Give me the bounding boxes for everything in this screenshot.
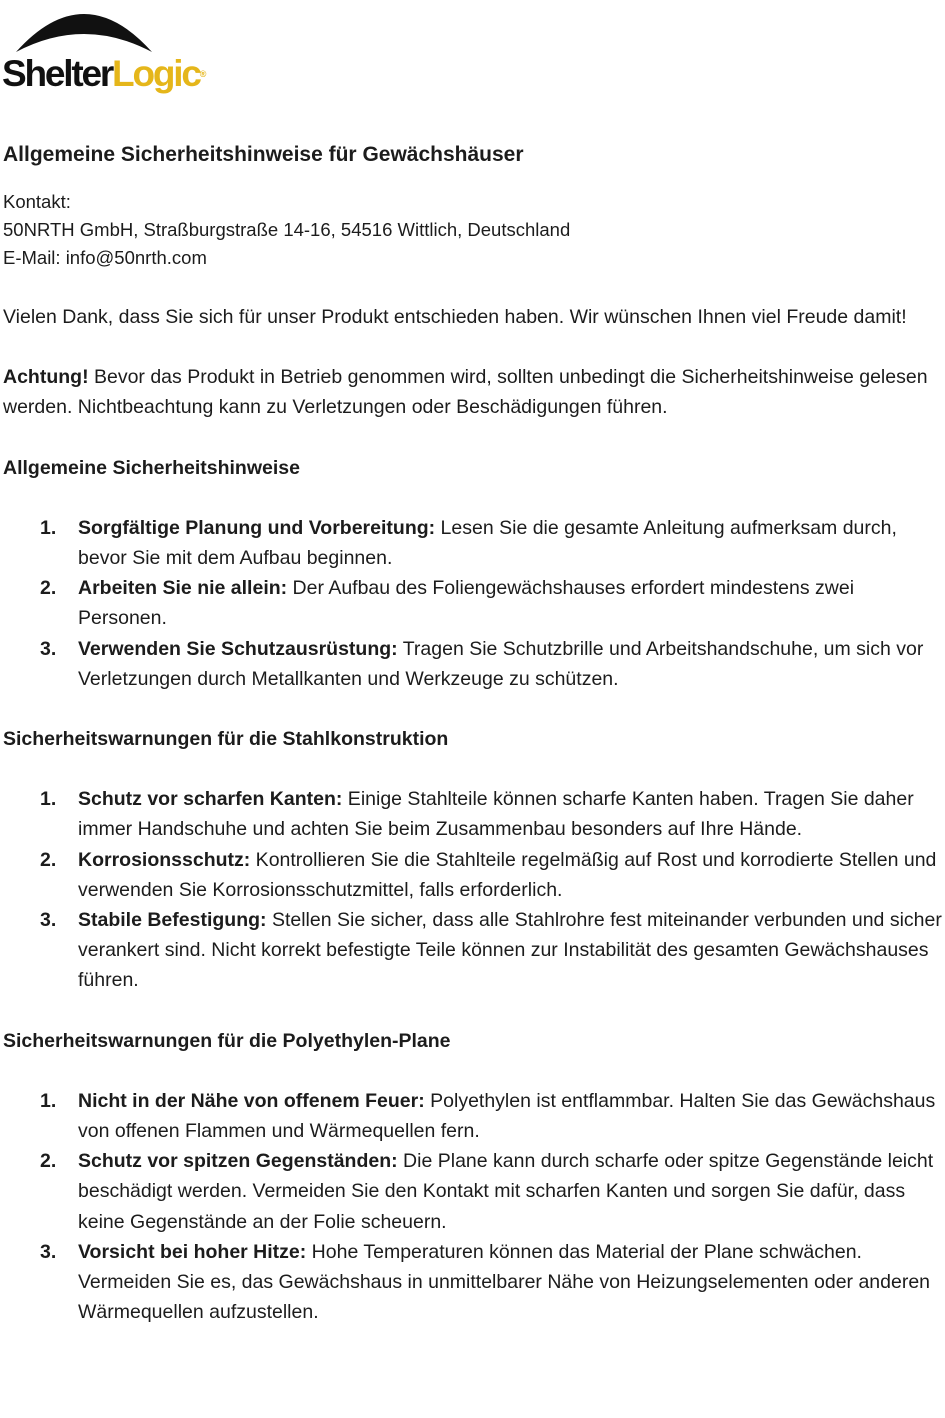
list-item: 1. Nicht in der Nähe von offenem Feuer: Polyethylen ist entflammbar. Halten Sie das Gewächshaus von offenen Flammen und Wärmequellen fern. xyxy=(40,1089,936,1143)
list-item: 3. Vorsicht bei hoher Hitze: Hohe Temperaturen können das Material der Plane schwächen. Vermeiden Sie es, das Gewächshaus in unmittelbarer Nähe von Heizungselementen oder anderen Wärmequellen aufzustellen. xyxy=(40,1240,931,1324)
warning-label: Achtung! xyxy=(3,366,89,389)
list-item: 3. Verwenden Sie Schutzausrüstung: Tragen Sie Schutzbrille und Arbeitshandschuhe, um sich vor Verletzungen durch Metallkanten und Werkzeuge zu schützen. xyxy=(40,637,924,690)
section-heading-polyethylene: Sicherheitswarnungen für die Polyethylen-Plane xyxy=(3,1029,451,1052)
list-item: 2. Arbeiten Sie nie allein: Der Aufbau des Foliengewächshauses erfordert mindestens zwei Personen. xyxy=(40,577,855,630)
contact-address: 50NRTH GmbH, Straßburgstraße 14-16, 54516 Wittlich, Deutschland xyxy=(3,219,571,240)
section-list-steel xyxy=(3,784,945,995)
contact-email: E-Mail: info@50nrth.com xyxy=(3,247,207,268)
list-item: 3. Stabile Befestigung: Stellen Sie sicher, dass alle Stahlrohre fest miteinander verbunden und sicher verankert sind. Nicht korrekt befestigte Teile können zur Instabilität des gesamten Gewächshauses führen. xyxy=(40,909,942,992)
list-item: 2. Korrosionsschutz: Kontrollieren Sie die Stahlteile regelmäßig auf Rost und korrodierte Stellen und verwenden Sie Korrosionsschutzmittel, falls erforderlich. xyxy=(40,848,937,901)
section-list-polyethylene xyxy=(3,1086,945,1328)
list-item: 2. Schutz vor spitzen Gegenständen: Die Plane kann durch scharfe oder spitze Gegenstände leicht beschädigt werden. Vermeiden Sie den Kontakt mit scharfen Kanten und sorgen Sie dafür, dass keine Gegenstände an der Folie scheuern. xyxy=(40,1150,934,1233)
document-title: Allgemeine Sicherheitshinweise für Gewächshäuser xyxy=(3,143,524,166)
logo-wordmark: ShelterLogic® xyxy=(2,53,207,94)
section-heading-general: Allgemeine Sicherheitshinweise xyxy=(3,456,300,479)
warning-paragraph xyxy=(3,362,945,422)
section-list-general xyxy=(3,513,945,694)
section-heading-steel: Sicherheitswarnungen für die Stahlkonstruktion xyxy=(3,728,449,751)
list-item: 1. Schutz vor scharfen Kanten: Einige Stahlteile können scharfe Kanten haben. Tragen Sie daher immer Handschuhe und achten Sie beim Zusammenbau besonders auf Ihre Hände. xyxy=(40,788,914,841)
list-item: 1. Sorgfältige Planung und Vorbereitung: Lesen Sie die gesamte Anleitung aufmerksam durch, bevor Sie mit dem Aufbau beginnen. xyxy=(40,516,897,570)
contact-label: Kontakt: xyxy=(3,191,71,212)
thanks-paragraph: Vielen Dank, dass Sie sich für unser Produkt entschieden haben. Wir wünschen Ihnen viel Freude damit! xyxy=(3,306,907,328)
document-content xyxy=(3,138,945,1357)
logo-arc-icon xyxy=(14,2,154,54)
shelterlogic-logo xyxy=(0,0,207,100)
contact-block xyxy=(3,188,945,272)
warning-text: Bevor das Produkt in Betrieb genommen wird, sollten unbedingt die Sicherheitshinweise gelesen werden. Nichtbeachtung kann zu Verletzungen oder Beschädigungen führen. xyxy=(3,366,928,419)
